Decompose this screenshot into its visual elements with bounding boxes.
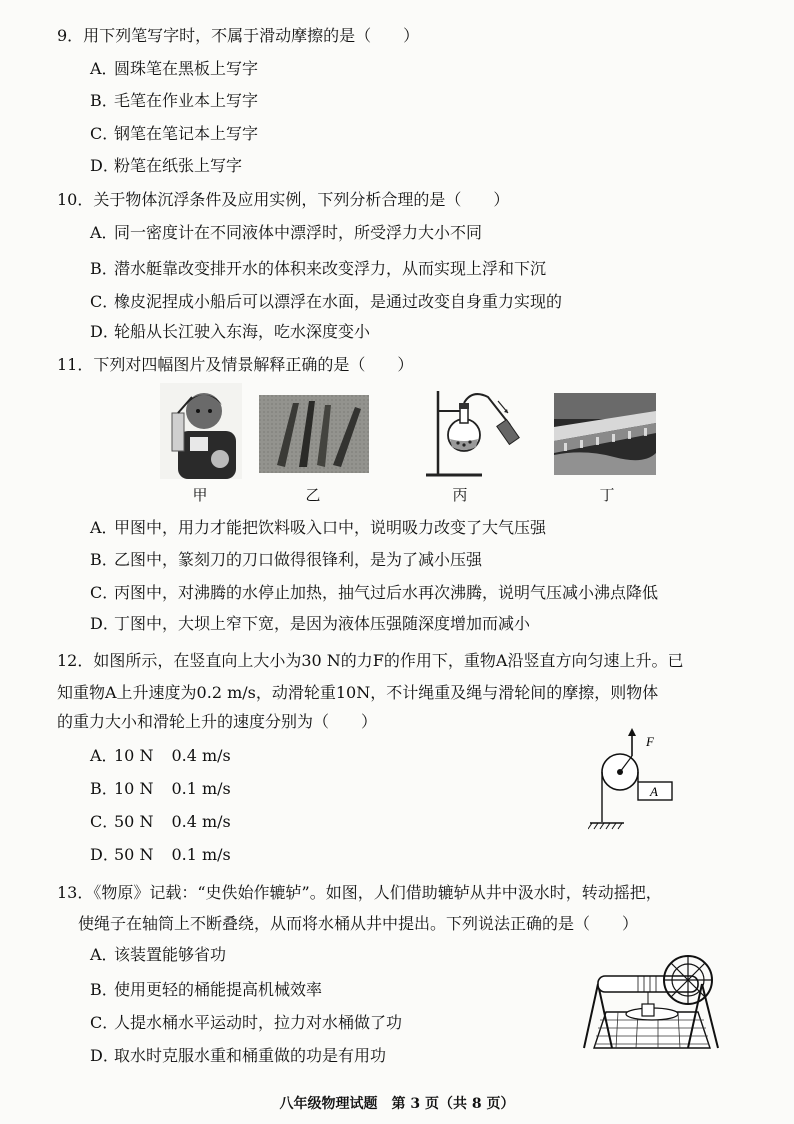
question-11-option-d bbox=[90, 614, 530, 634]
option-text: 丙图中，对沸腾的水停止加热，抽气过后水再次沸腾，说明气压减小沸点降低 bbox=[114, 583, 659, 602]
question-11-option-b bbox=[90, 550, 482, 570]
option-letter: B． bbox=[90, 779, 118, 798]
question-13-option-d bbox=[90, 1046, 386, 1066]
question-10-stem: 10．关于物体沉浮条件及应用实例，下列分析合理的是（ ） bbox=[57, 190, 510, 209]
option-letter: C． bbox=[90, 292, 119, 311]
figure-bing-flask-apparatus bbox=[418, 385, 526, 481]
option-text: 甲图中，用力才能把饮料吸入口中，说明吸力改变了大气压强 bbox=[114, 518, 547, 537]
option-letter: B． bbox=[90, 259, 118, 278]
option-value-weight: 50 N bbox=[114, 812, 154, 831]
option-letter: D． bbox=[90, 156, 119, 175]
option-letter: A． bbox=[90, 59, 118, 78]
option-text: 毛笔在作业本上写字 bbox=[114, 91, 259, 110]
question-9-option-b bbox=[90, 91, 258, 111]
figure-pulley-diagram bbox=[588, 726, 688, 830]
option-letter: C． bbox=[90, 583, 119, 602]
option-letter: D． bbox=[90, 845, 119, 864]
question-10-option-d bbox=[90, 322, 370, 342]
option-text: 潜水艇靠改变排开水的体积来改变浮力，从而实现上浮和下沉 bbox=[114, 259, 547, 278]
question-13-stem-line-2: 使绳子在轴筒上不断叠绕，从而将水桶从井中提出。下列说法正确的是（ ） bbox=[78, 914, 639, 933]
question-12-option-b bbox=[90, 779, 231, 799]
option-text: 丁图中，大坝上窄下宽，是因为液体压强随深度增加而减小 bbox=[114, 614, 531, 633]
option-text: 粉笔在纸张上写字 bbox=[114, 156, 243, 175]
option-value-weight: 10 N bbox=[114, 746, 154, 765]
question-9-option-a bbox=[90, 59, 258, 79]
page-footer: 八年级物理试题 第 3 页（共 8 页） bbox=[279, 1096, 515, 1112]
figure-yi-carving-knives bbox=[259, 395, 369, 473]
question-12-option-a bbox=[90, 746, 231, 766]
option-letter: A． bbox=[90, 746, 118, 765]
option-text: 钢笔在笔记本上写字 bbox=[114, 124, 259, 143]
figure-caption-ding: 丁 bbox=[599, 486, 615, 504]
question-9-option-c bbox=[90, 124, 258, 144]
figure-ding-dam bbox=[554, 393, 656, 475]
question-12-stem-line-1: 12．如图所示，在竖直向上大小为30 N的力F的作用下，重物A沿竖直方向匀速上升。已 bbox=[57, 651, 684, 670]
option-text: 使用更轻的桶能提高机械效率 bbox=[114, 980, 323, 999]
figure-windlass-well bbox=[578, 944, 724, 1056]
question-9-option-d bbox=[90, 156, 242, 176]
option-letter: A． bbox=[90, 223, 118, 242]
block-label-a: A bbox=[650, 784, 658, 799]
question-10-option-b bbox=[90, 259, 546, 279]
option-letter: C． bbox=[90, 124, 119, 143]
question-13-stem-line-1: 13．《物原》记载：“史佚始作辘轳”。如图，人们借助辘轳从井中汲水时，转动摇把， bbox=[57, 883, 662, 902]
option-letter: D． bbox=[90, 614, 119, 633]
option-value-weight: 10 N bbox=[114, 779, 154, 798]
question-10-option-c bbox=[90, 292, 562, 312]
option-value-speed: 0.1 m/s bbox=[171, 845, 231, 864]
question-11-stem: 11．下列对四幅图片及情景解释正确的是（ ） bbox=[57, 355, 414, 374]
option-letter: D． bbox=[90, 1046, 119, 1065]
question-11-option-c bbox=[90, 583, 658, 603]
option-text: 该装置能够省功 bbox=[114, 945, 227, 964]
option-value-speed: 0.4 m/s bbox=[171, 746, 231, 765]
figure-caption-bing: 丙 bbox=[452, 486, 468, 504]
option-value-weight: 50 N bbox=[114, 845, 154, 864]
option-value-speed: 0.4 m/s bbox=[171, 812, 231, 831]
option-text: 人提水桶水平运动时，拉力对水桶做了功 bbox=[114, 1013, 403, 1032]
option-text: 轮船从长江驶入东海，吃水深度变小 bbox=[114, 322, 371, 341]
option-letter: B． bbox=[90, 91, 118, 110]
option-text: 同一密度计在不同液体中漂浮时，所受浮力大小不同 bbox=[114, 223, 483, 242]
figure-caption-jia: 甲 bbox=[192, 486, 208, 504]
option-letter: B． bbox=[90, 550, 118, 569]
question-12-stem-line-2: 知重物A上升速度为0.2 m/s，动滑轮重10N，不计绳重及绳与滑轮间的摩擦，则物体 bbox=[57, 683, 659, 702]
option-value-speed: 0.1 m/s bbox=[171, 779, 231, 798]
question-12-option-c bbox=[90, 812, 231, 832]
question-12-option-d bbox=[90, 845, 231, 865]
question-13-option-a bbox=[90, 945, 226, 965]
option-letter: B． bbox=[90, 980, 118, 999]
option-text: 橡皮泥捏成小船后可以漂浮在水面，是通过改变自身重力实现的 bbox=[114, 292, 563, 311]
question-10-option-a bbox=[90, 223, 482, 243]
question-12-stem-line-3: 的重力大小和滑轮上升的速度分别为（ ） bbox=[57, 712, 378, 731]
figure-jia-boy-drinking bbox=[160, 383, 242, 479]
option-letter: C． bbox=[90, 812, 119, 831]
option-text: 圆珠笔在黑板上写字 bbox=[114, 59, 259, 78]
force-label-f: F bbox=[646, 734, 654, 749]
question-9-stem: 9．用下列笔写字时，不属于滑动摩擦的是（ ） bbox=[57, 26, 420, 45]
option-letter: C． bbox=[90, 1013, 119, 1032]
question-11-option-a bbox=[90, 518, 546, 538]
question-13-option-b bbox=[90, 980, 322, 1000]
option-text: 乙图中，篆刻刀的刀口做得很锋利，是为了减小压强 bbox=[114, 550, 483, 569]
option-text: 取水时克服水重和桶重做的功是有用功 bbox=[114, 1046, 387, 1065]
question-13-option-c bbox=[90, 1013, 402, 1033]
option-letter: A． bbox=[90, 518, 118, 537]
option-letter: A． bbox=[90, 945, 118, 964]
option-letter: D． bbox=[90, 322, 119, 341]
figure-caption-yi: 乙 bbox=[305, 486, 321, 504]
